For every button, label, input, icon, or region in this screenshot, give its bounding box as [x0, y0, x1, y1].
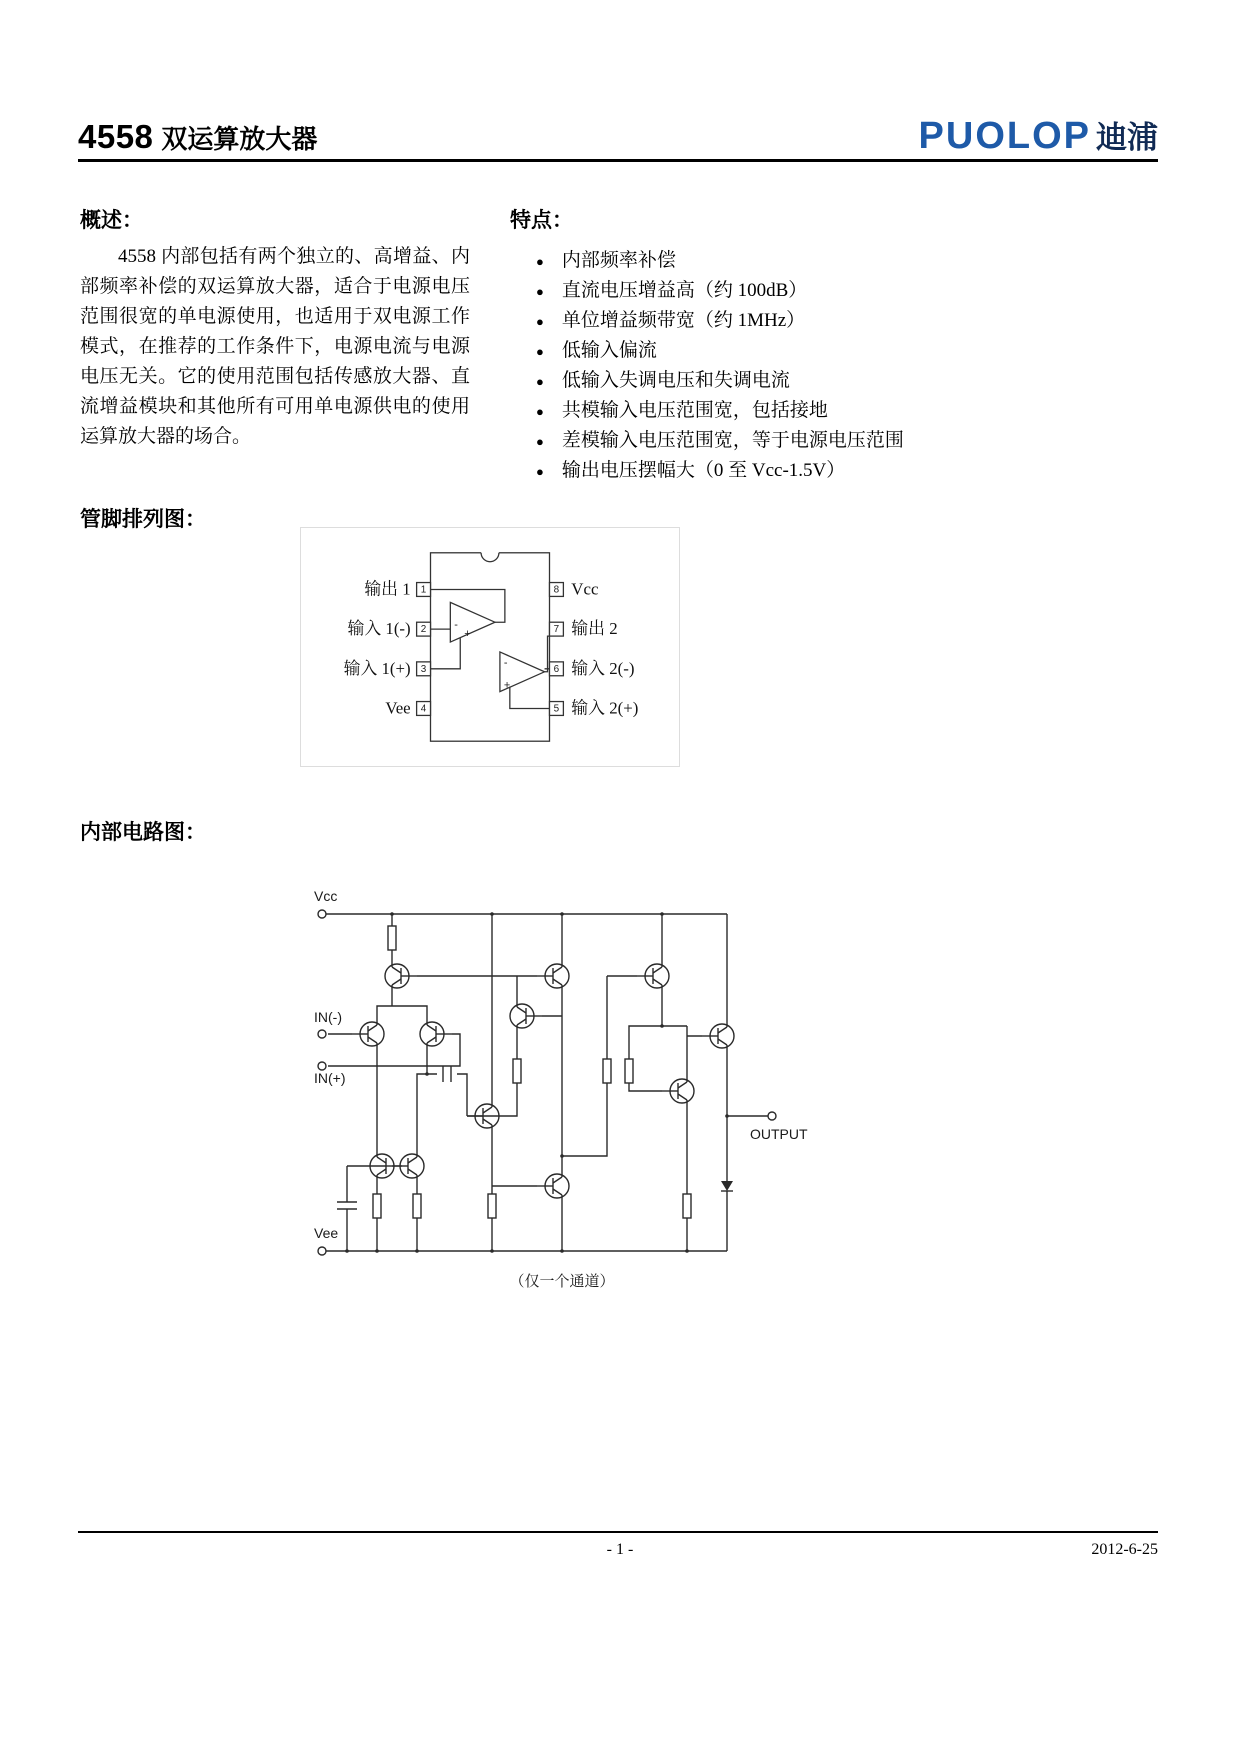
pin-number: 3	[420, 663, 427, 675]
part-title: 双运算放大器	[161, 124, 318, 154]
overview-section	[80, 204, 470, 452]
bullet-icon: ●	[536, 284, 544, 299]
terminal-output	[768, 1112, 776, 1120]
header-divider	[78, 159, 1158, 162]
left-pins	[344, 579, 431, 717]
diode-icon	[721, 1174, 733, 1198]
transistor-icon	[385, 956, 417, 996]
pin-number: 4	[420, 703, 427, 715]
in-neg-label: IN(-)	[314, 1009, 342, 1025]
pin-number: 7	[553, 624, 560, 636]
pin-diagram	[300, 527, 680, 767]
list-item	[510, 246, 1050, 276]
features-section	[510, 204, 1050, 486]
circuit-diagram-heading: 内部电路图：	[80, 820, 206, 844]
feature-text: 低输入偏流	[561, 340, 657, 361]
transistor-icon	[662, 1071, 694, 1111]
feature-text: 共模输入电压范围宽，包括接地	[561, 400, 828, 421]
page-header	[78, 112, 1158, 158]
pin-number: 5	[553, 703, 560, 715]
transistors	[352, 956, 734, 1206]
transistor-icon	[510, 996, 542, 1036]
resistor-icon	[488, 1188, 496, 1224]
pin-label: 输入 2(+)	[571, 698, 639, 718]
brand-logo-en: PUOLOP	[918, 115, 1091, 157]
pin-label: 输出 1	[364, 579, 411, 599]
ic-package	[431, 544, 550, 741]
feature-text: 直流电压增益高（约 100dB）	[561, 280, 808, 301]
bullet-icon: ●	[536, 344, 544, 359]
opamp-2-symbol	[500, 636, 550, 708]
list-item	[510, 456, 1050, 486]
transistor-icon	[637, 956, 669, 996]
bullet-icon: ●	[536, 434, 544, 449]
pin-label: Vcc	[571, 579, 599, 599]
transistor-icon	[352, 1014, 384, 1054]
bullet-icon: ●	[536, 464, 544, 479]
capacitor-icon	[443, 1066, 451, 1082]
right-pins	[550, 579, 639, 717]
transistor-icon	[420, 1014, 452, 1054]
list-item	[510, 396, 1050, 426]
resistor-icon	[513, 1053, 521, 1089]
transistor-icon	[392, 1146, 424, 1186]
bullet-icon: ●	[536, 404, 544, 419]
pin-label: 输入 1(+)	[343, 658, 411, 678]
part-number: 4558	[78, 118, 154, 155]
opamp-1-symbol	[431, 589, 505, 668]
circuit-caption: （仅一个通道）	[509, 1274, 615, 1290]
brand-logo	[919, 112, 1158, 158]
output-label: OUTPUT	[750, 1126, 808, 1142]
resistor-icon	[625, 1053, 633, 1089]
terminal-in-neg	[318, 1030, 326, 1038]
bullet-icon: ●	[536, 254, 544, 269]
in-pos-label: IN(+)	[314, 1070, 346, 1086]
overview-heading: 概述：	[80, 208, 143, 232]
minus-sign-icon: -	[503, 656, 508, 669]
pin-number: 6	[553, 663, 560, 675]
list-item	[510, 276, 1050, 306]
feature-text: 单位增益频带宽（约 1MHz）	[561, 310, 806, 331]
vcc-label: Vcc	[314, 888, 338, 904]
bullet-icon: ●	[536, 374, 544, 389]
terminals	[318, 910, 776, 1255]
list-item	[510, 426, 1050, 456]
pin-diagram-heading: 管脚排列图：	[80, 507, 206, 531]
page-number: - 1 -	[606, 1541, 634, 1558]
footer-date: 2012-6-25	[1091, 1541, 1158, 1558]
plus-sign-icon: +	[503, 679, 511, 692]
transistor-icon	[702, 1016, 734, 1056]
pin-number: 8	[553, 584, 560, 596]
pin-number: 2	[420, 624, 427, 636]
pin-number: 1	[420, 584, 427, 596]
pin-label: Vee	[385, 698, 411, 718]
resistor-icon	[373, 1188, 381, 1224]
resistor-icon	[603, 1053, 611, 1089]
internal-circuit-diagram	[312, 876, 832, 1296]
terminal-vcc	[318, 910, 326, 918]
capacitors	[337, 1066, 451, 1209]
terminal-vee	[318, 1247, 326, 1255]
junction-dots	[345, 912, 729, 1253]
features-heading: 特点：	[510, 208, 573, 232]
pin-label: 输出 2	[571, 619, 618, 639]
vee-label: Vee	[314, 1225, 339, 1241]
feature-text: 内部频率补偿	[561, 250, 676, 271]
bullet-icon: ●	[536, 314, 544, 329]
list-item	[510, 336, 1050, 366]
plus-sign-icon: +	[464, 628, 471, 641]
pin-label: 输入 2(-)	[571, 658, 635, 678]
resistor-icon	[683, 1188, 691, 1224]
list-item	[510, 366, 1050, 396]
resistor-icon	[388, 920, 396, 956]
feature-text: 低输入失调电压和失调电流	[561, 370, 790, 391]
feature-list	[510, 246, 1050, 486]
terminal-in-pos	[318, 1062, 326, 1070]
minus-sign-icon: -	[454, 619, 458, 632]
feature-text: 差模输入电压范围宽，等于电源电压范围	[561, 430, 904, 451]
transistor-icon	[537, 956, 569, 996]
document-title	[78, 118, 317, 156]
transistor-icon	[537, 1166, 569, 1206]
brand-logo-cn: 迪浦	[1096, 120, 1158, 155]
feature-text: 输出电压摆幅大（0 至 Vcc-1.5V）	[561, 460, 846, 481]
footer-divider	[78, 1531, 1158, 1533]
resistors	[373, 920, 691, 1224]
resistor-icon	[413, 1188, 421, 1224]
overview-paragraph: 4558 内部包括有两个独立的、高增益、内部频率补偿的双运算放大器，适合于电源电压范围很宽的单电源使用，也适用于双电源工作模式，在推荐的工作条件下，电源电流与电源电压无关。它的使用范围包括传感放大器、直流增益模块和其他所有可用单电源供电的使用运算放大器的场合。	[80, 246, 470, 447]
list-item	[510, 306, 1050, 336]
capacitor-icon	[337, 1202, 357, 1209]
pin-label: 输入 1(-)	[347, 619, 411, 639]
